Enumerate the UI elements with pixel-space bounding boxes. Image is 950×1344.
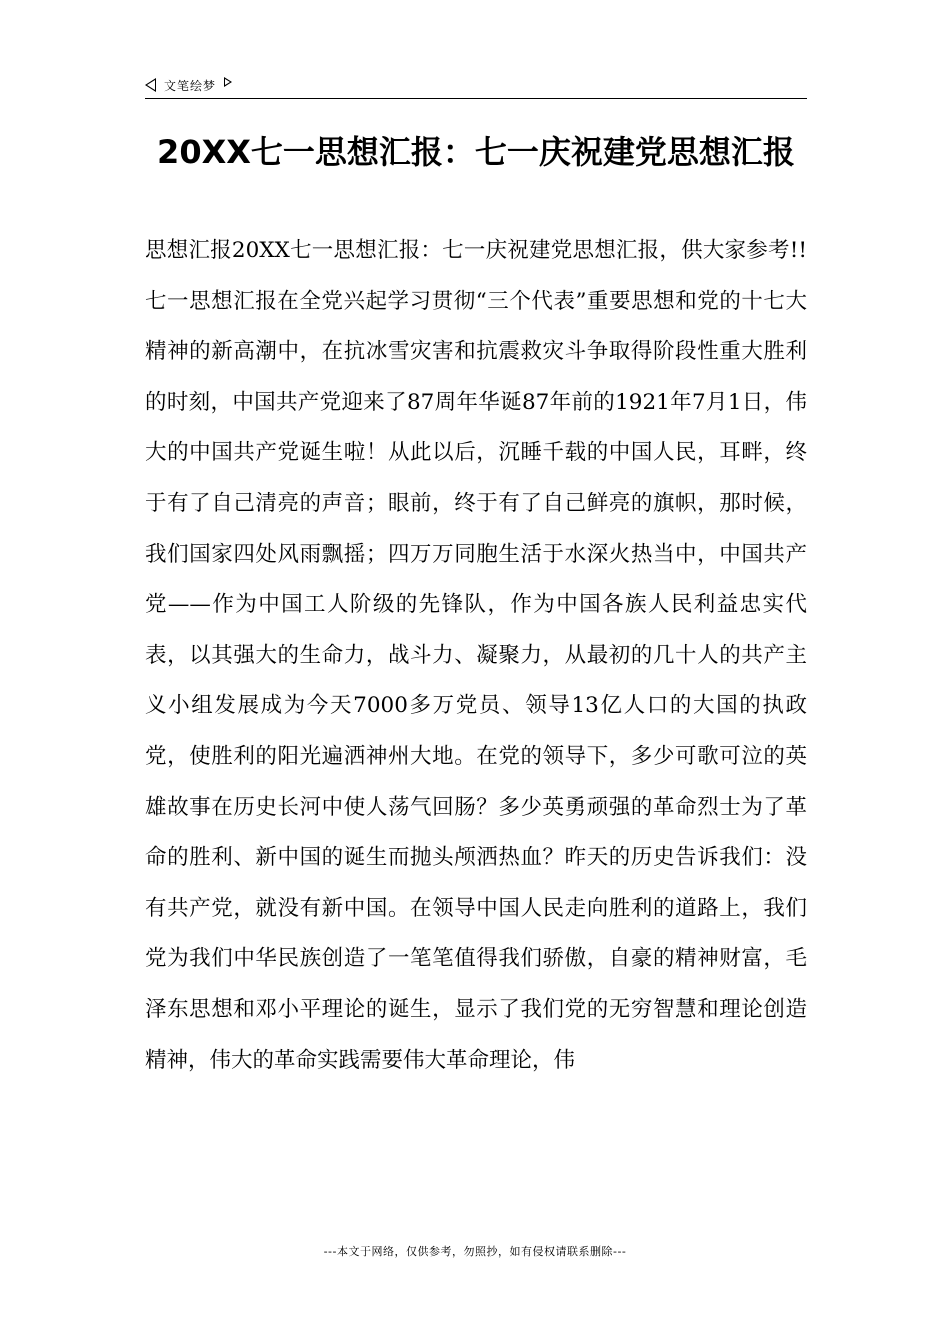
header-brand: 文笔绘梦 xyxy=(164,78,217,93)
right-triangle-icon xyxy=(224,77,232,87)
left-triangle-icon xyxy=(145,78,156,92)
page-header xyxy=(145,72,807,99)
page-footer: ---本文于网络，仅供参考，勿照抄，如有侵权请联系删除--- xyxy=(323,1245,627,1258)
document-title: 20XX七一思想汇报：七一庆祝建党思想汇报 xyxy=(157,133,795,171)
document-body: 思想汇报20XX七一思想汇报：七一庆祝建党思想汇报，供大家参考!!七一思想汇报在全党兴起学习贯彻“三个代表”重要思想和党的十七大精神的新高潮中，在抗冰雪灾害和抗震救灾斗争取得阶段性重大胜利的时刻，中国共产党迎来了87周年华诞87年前的1921年7月1日，伟大的中国共产党诞生啦！从此以后，沉睡千载的中国人民，耳畔，终于有了自己清亮的声音；眼前，终于有了自己鲜亮的旗帜，那时候，我们国家四处风雨飘摇；四万万同胞生活于水深火热当中，中国共产党——作为中国工人阶级的先锋队，作为中国各族人民利益忠实代表，以其强大的生命力，战斗力、凝聚力，从最初的几十人的共产主义小组发展成为今天7000多万党员、领导13亿人口的大国的执政党，使胜利的阳光遍洒神州大地。在党的领导下，多少可歌可泣的英雄故事在历史长河中使人荡气回肠？多少英勇顽强的革命烈士为了革命的胜利、新中国的诞生而抛头颅洒热血？昨天的历史告诉我们：没有共产党，就没有新中国。在领导中国人民走向胜利的道路上，我们党为我们中华民族创造了一笔笔值得我们骄傲，自豪的精神财富，毛泽东思想和邓小平理论的诞生，显示了我们党的无穷智慧和理论创造精神，伟大的革命实践需要伟大革命理论，伟 xyxy=(145,238,807,1073)
